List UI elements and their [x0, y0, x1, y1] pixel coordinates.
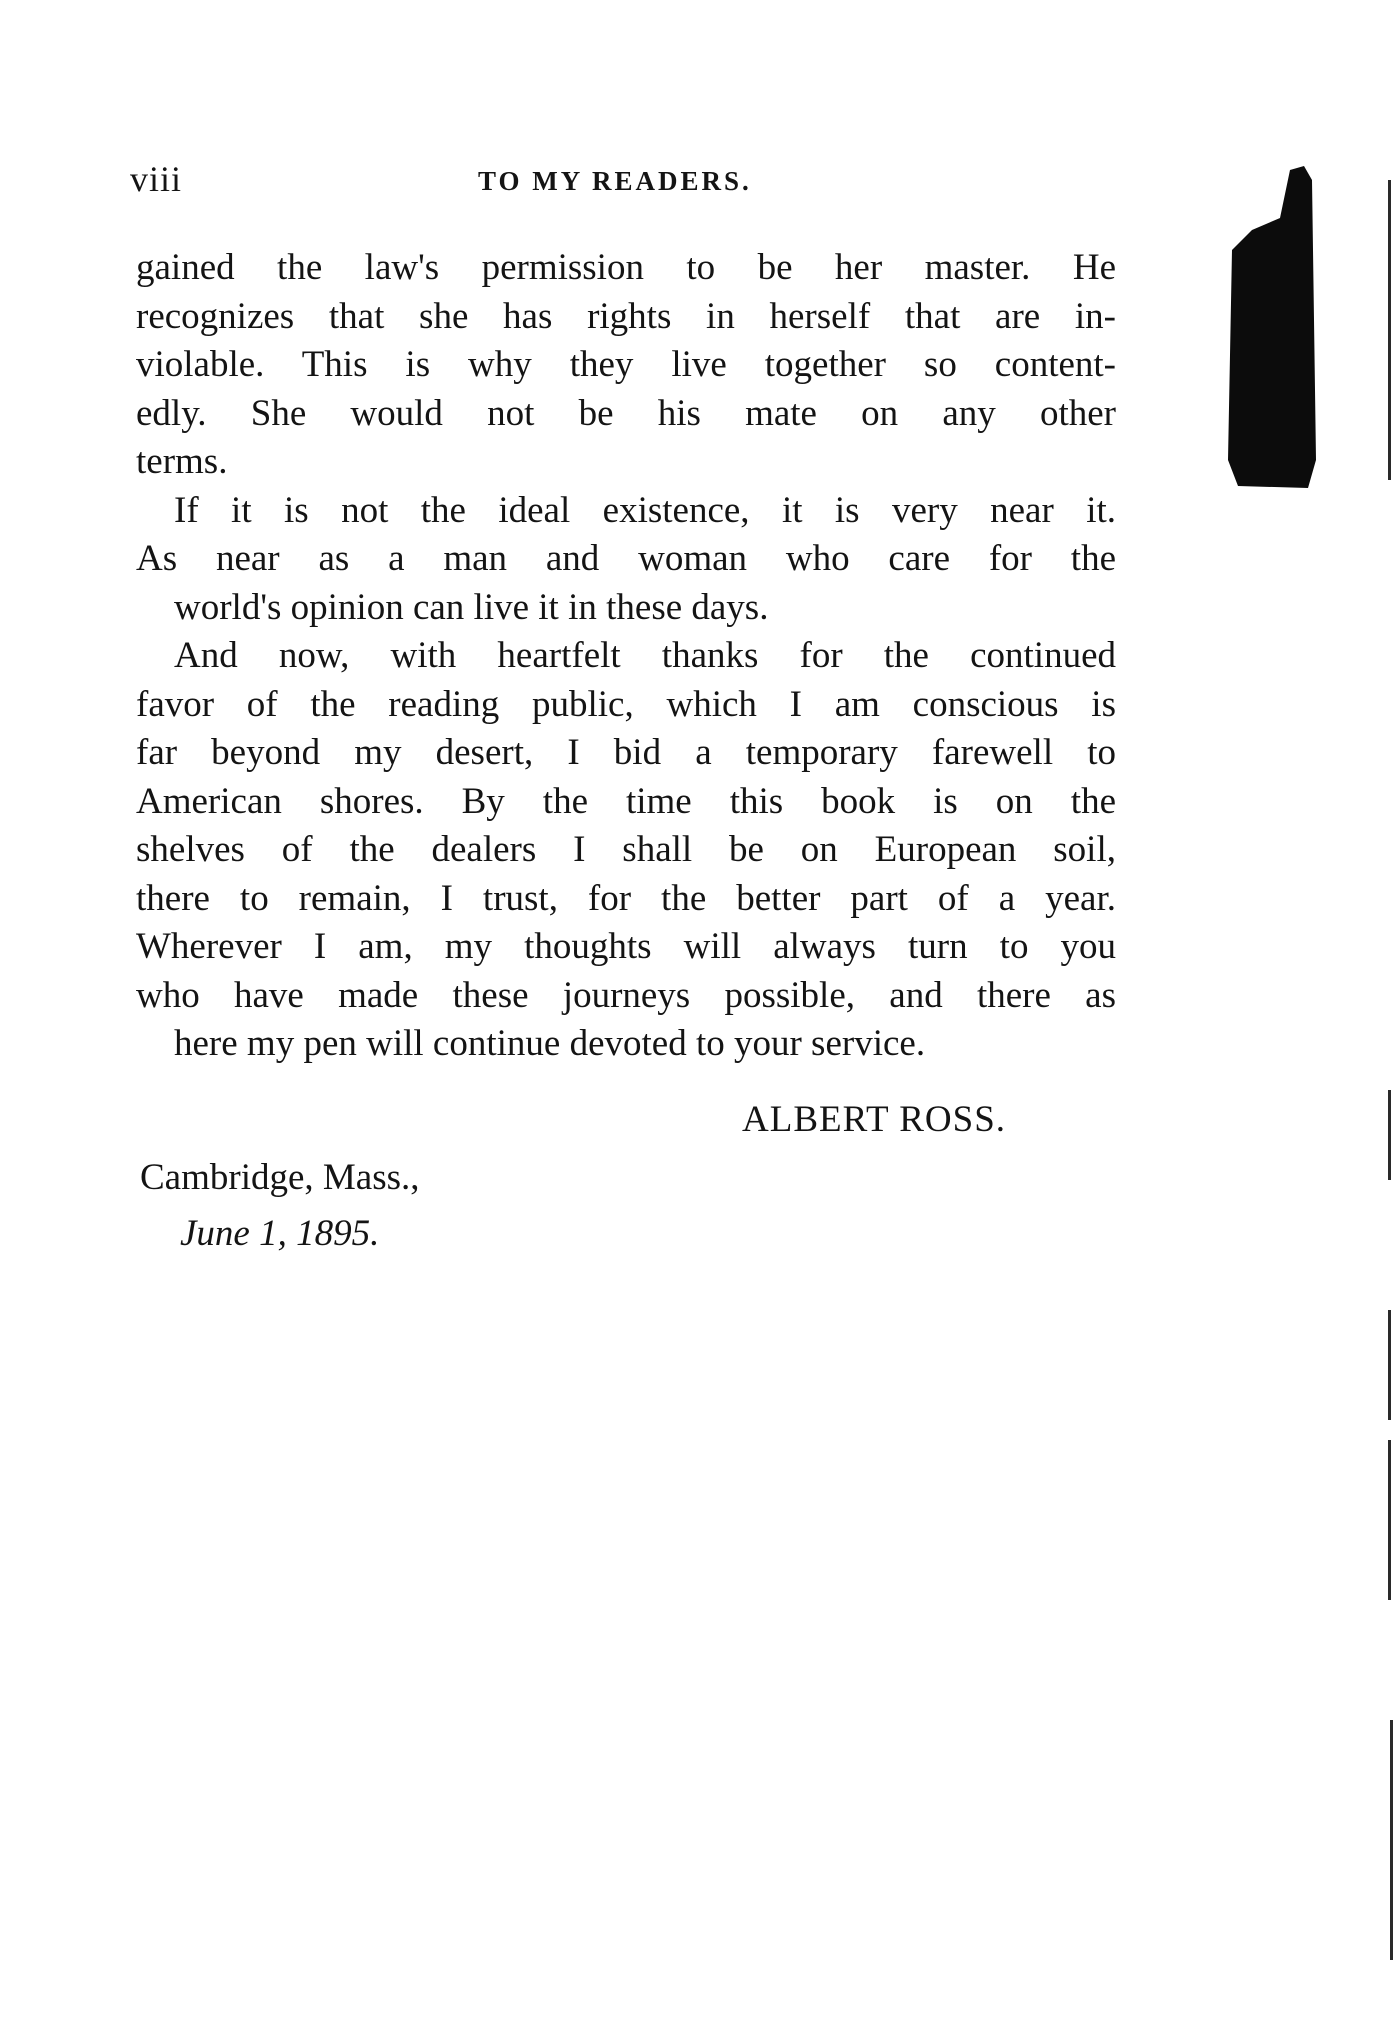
- text-line: terms.: [136, 441, 228, 482]
- paragraph-2: [136, 487, 1116, 633]
- page-edge-shadow: [1212, 160, 1324, 490]
- text-line: And now, with heartfelt thanks for the continued: [174, 635, 1116, 676]
- text-line: shelves of the dealers I shall be on European soil,: [136, 829, 1116, 870]
- body-text: [136, 244, 1116, 1069]
- page-edge-mark: [1388, 1090, 1391, 1180]
- place-line: Cambridge, Mass.,: [140, 1157, 420, 1198]
- date-line: June 1, 1895.: [180, 1213, 380, 1254]
- page-edge-mark: [1388, 1440, 1391, 1600]
- author-signature: ALBERT ROSS.: [742, 1099, 1007, 1140]
- text-line: edly. She would not be his mate on any other: [136, 392, 1116, 434]
- page-number: viii: [130, 159, 183, 199]
- text-line: favor of the reading public, which I am conscious is: [136, 683, 1116, 725]
- text-line: If it is not the ideal existence, it is very near it.: [174, 489, 1116, 531]
- text-line: gained the law's permission to be her master. He: [136, 247, 1116, 288]
- text-line: recognizes that she has rights in herself that are in-: [136, 295, 1116, 337]
- paragraph-3: [136, 632, 1116, 1069]
- paragraph-1: [136, 244, 1116, 487]
- text-line: As near as a man and woman who care for the: [136, 538, 1116, 579]
- text-line: world's opinion can live it in these days.: [174, 586, 769, 628]
- running-head: TO MY READERS.: [478, 166, 752, 196]
- text-line: there to remain, I trust, for the better part of a year.: [136, 877, 1116, 919]
- page-edge-mark: [1388, 180, 1391, 480]
- text-line: far beyond my desert, I bid a temporary farewell to: [136, 732, 1116, 773]
- text-line: American shores. By the time this book is on the: [136, 780, 1116, 822]
- text-line: Wherever I am, my thoughts will always turn to you: [136, 926, 1116, 967]
- page-edge-mark: [1388, 1310, 1391, 1420]
- text-line: who have made these journeys possible, and there as: [136, 974, 1116, 1016]
- page-edge-mark: [1390, 1720, 1393, 1960]
- text-line: violable. This is why they live together so content-: [136, 344, 1116, 385]
- text-line: here my pen will continue devoted to your service.: [174, 1023, 926, 1064]
